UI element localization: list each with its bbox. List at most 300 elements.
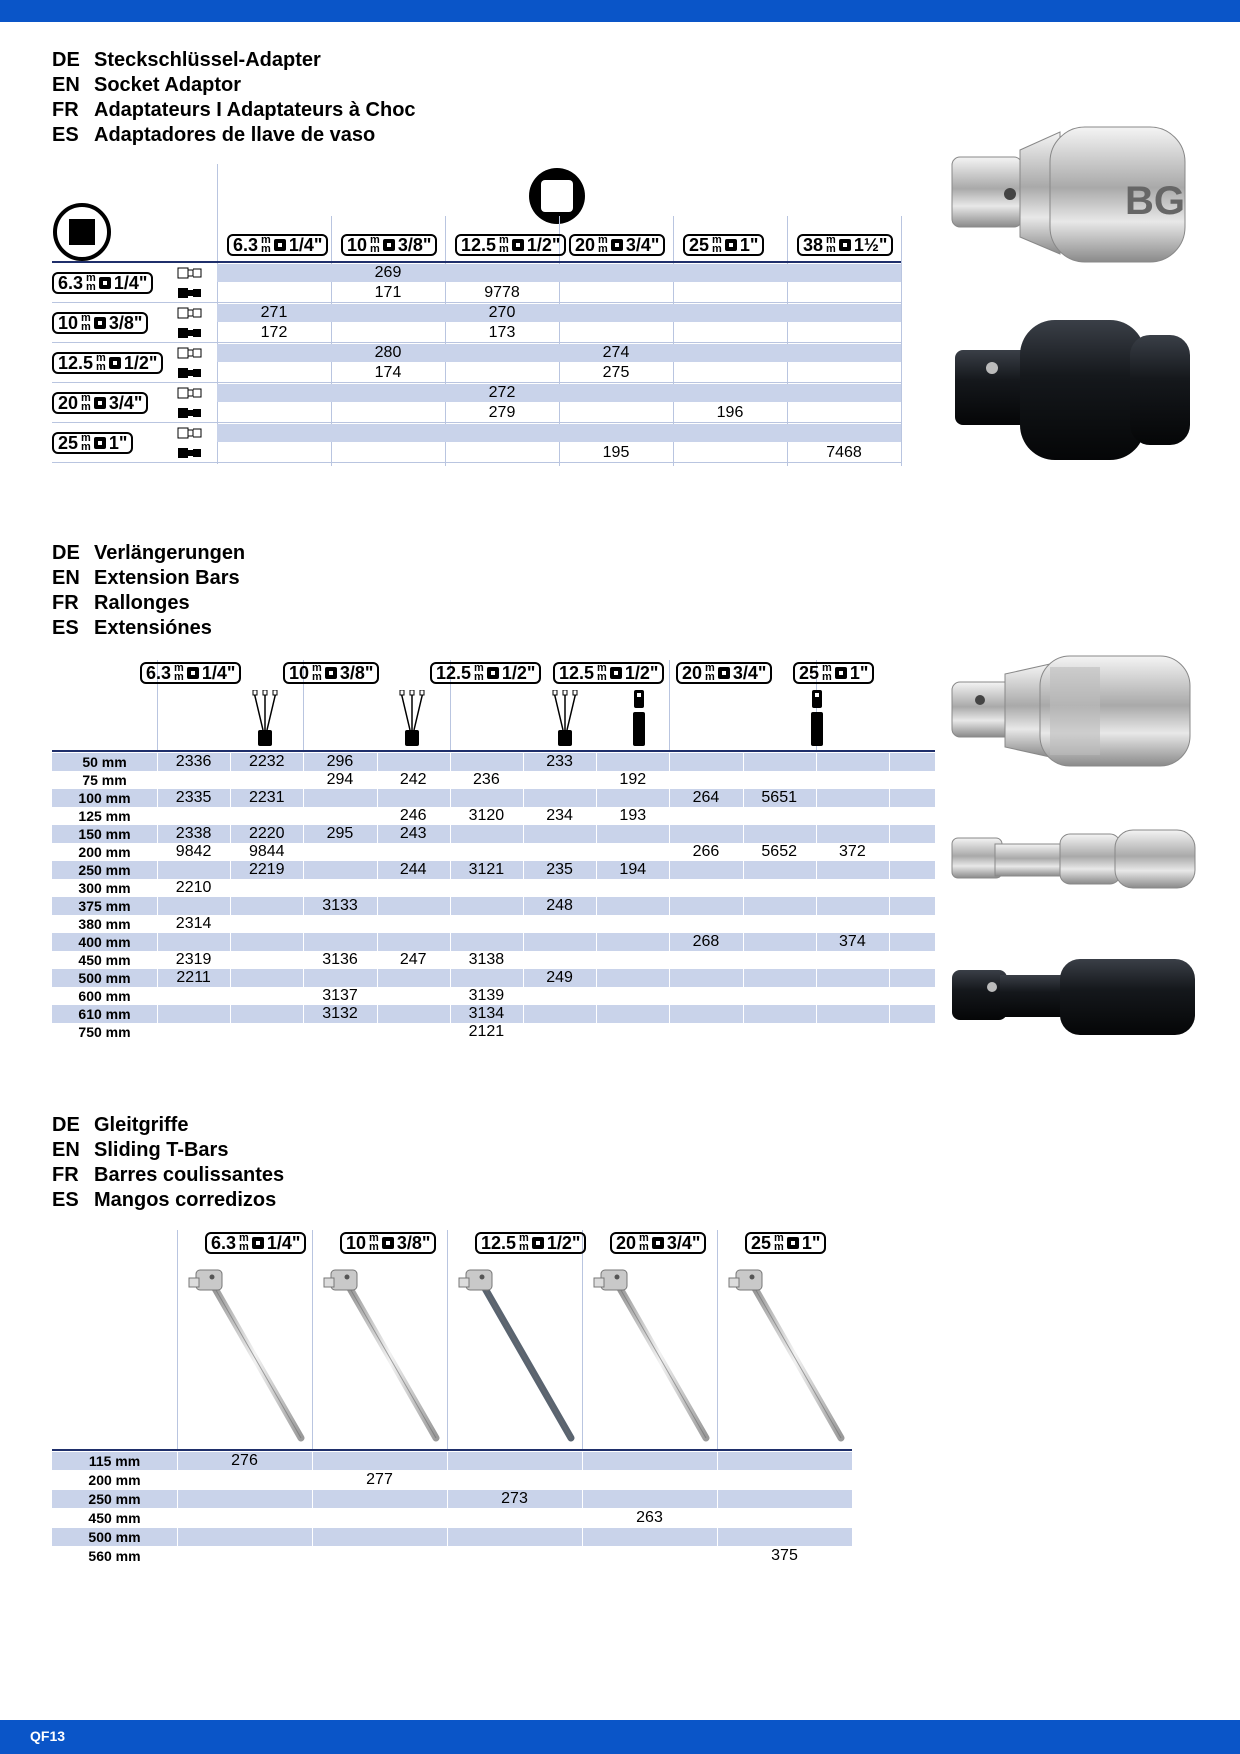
table-cell bbox=[303, 807, 376, 825]
table-cell bbox=[523, 951, 596, 969]
table-cell: 3133 bbox=[322, 897, 358, 914]
group-size-badge bbox=[793, 662, 874, 684]
row-size-badge bbox=[52, 272, 153, 294]
square-drive-icon bbox=[382, 1237, 394, 1249]
table-cell: 296 bbox=[326, 753, 354, 770]
table-cell bbox=[673, 324, 787, 342]
group-size-badge bbox=[140, 662, 241, 684]
fraction-value: 3/8" bbox=[396, 1233, 431, 1253]
wobble-extension-icon bbox=[397, 690, 427, 748]
column-divider bbox=[177, 1452, 178, 1566]
table-cell bbox=[303, 915, 376, 933]
table-cell bbox=[447, 1509, 582, 1527]
length-label: 375 mm bbox=[78, 898, 131, 914]
table-cell: 7468 bbox=[826, 444, 862, 461]
square-drive-female-icon bbox=[527, 166, 587, 226]
table-cell bbox=[331, 404, 445, 422]
group-size-badge bbox=[676, 662, 772, 684]
column-size-badge bbox=[455, 234, 566, 256]
table-cell bbox=[816, 987, 889, 1005]
table-cell bbox=[523, 825, 596, 843]
length-label: 450 mm bbox=[88, 1510, 141, 1526]
table-cell: 5651 bbox=[761, 789, 797, 806]
impact-extension-icon bbox=[802, 690, 832, 748]
table-cell: 172 bbox=[260, 324, 288, 341]
table-cell bbox=[596, 951, 669, 969]
table-cell: 2319 bbox=[175, 951, 212, 968]
table-cell bbox=[377, 987, 450, 1005]
table-cell bbox=[743, 933, 816, 951]
table-cell bbox=[217, 384, 331, 402]
row-rule bbox=[52, 462, 901, 463]
table-cell: 3138 bbox=[468, 951, 505, 968]
chrome-long-extension-photo bbox=[950, 824, 1200, 892]
column-divider bbox=[743, 753, 744, 1041]
table-cell bbox=[450, 969, 523, 987]
table-cell bbox=[312, 1528, 447, 1546]
fraction-value: 3/8" bbox=[339, 663, 374, 683]
mm-unit: m m bbox=[499, 234, 509, 255]
title-text: Socket Adaptor bbox=[94, 74, 242, 96]
square-drive-icon bbox=[94, 437, 106, 449]
table-cell bbox=[669, 753, 742, 771]
table-cell bbox=[157, 1023, 230, 1041]
table-cell: 3136 bbox=[322, 951, 358, 968]
column-divider bbox=[901, 216, 902, 466]
table-cell: 280 bbox=[374, 344, 402, 361]
table-cell bbox=[596, 969, 669, 987]
table-cell: 243 bbox=[399, 825, 427, 842]
table-cell: 2232 bbox=[248, 753, 285, 770]
table-cell bbox=[377, 789, 450, 807]
length-label: 150 mm bbox=[78, 826, 131, 842]
table-cell bbox=[816, 879, 889, 897]
table-cell bbox=[816, 771, 889, 789]
table-cell bbox=[157, 1005, 230, 1023]
column-size-badge bbox=[569, 234, 665, 256]
table-cell bbox=[331, 384, 445, 402]
chrome-extension-photo bbox=[950, 652, 1200, 770]
length-label: 250 mm bbox=[78, 862, 131, 878]
table-cell: 3139 bbox=[468, 987, 505, 1004]
table-cell bbox=[596, 915, 669, 933]
table-cell: 3120 bbox=[468, 807, 505, 824]
sliding-tbar-icon bbox=[449, 1266, 579, 1446]
fraction-value: 1½" bbox=[853, 235, 888, 255]
fraction-value: 1/4" bbox=[266, 1233, 301, 1253]
table-cell: 2231 bbox=[248, 789, 285, 806]
table-cell bbox=[787, 344, 901, 362]
table-cell bbox=[177, 1471, 312, 1489]
table-cell bbox=[669, 771, 742, 789]
table-cell bbox=[523, 933, 596, 951]
size-value: 10 bbox=[289, 663, 310, 683]
mm-unit: m m bbox=[598, 234, 608, 255]
table-cell bbox=[447, 1547, 582, 1565]
table-cell bbox=[230, 1023, 303, 1041]
table-cell bbox=[582, 1528, 717, 1546]
table-cell bbox=[523, 1023, 596, 1041]
table-cell bbox=[331, 424, 445, 442]
table-cell bbox=[523, 1005, 596, 1023]
fraction-value: 3/4" bbox=[666, 1233, 701, 1253]
wobble-extension-icon bbox=[550, 690, 580, 748]
table-cell: 263 bbox=[636, 1509, 663, 1526]
top-brand-bar bbox=[0, 0, 1240, 22]
square-drive-icon bbox=[383, 239, 395, 251]
size-value: 20 bbox=[682, 663, 703, 683]
table-cell bbox=[450, 753, 523, 771]
socket-female-icon bbox=[177, 266, 203, 280]
sliding-tbar-icon bbox=[314, 1266, 444, 1446]
adaptors-title bbox=[52, 48, 416, 148]
fraction-value: 1/4" bbox=[201, 663, 236, 683]
table-cell bbox=[743, 951, 816, 969]
title-text: Verlängerungen bbox=[94, 542, 246, 564]
column-divider bbox=[816, 753, 817, 1041]
title-text: Gleitgriffe bbox=[94, 1114, 189, 1136]
size-value: 6.3 bbox=[233, 235, 259, 255]
row-size-badge bbox=[52, 312, 148, 334]
table-cell bbox=[816, 1023, 889, 1041]
table-cell bbox=[230, 807, 303, 825]
column-size-badge bbox=[745, 1232, 826, 1254]
table-cell bbox=[331, 444, 445, 462]
table-cell: 249 bbox=[546, 969, 573, 986]
wobble-extension-icon bbox=[250, 690, 280, 748]
column-divider bbox=[312, 1452, 313, 1566]
table-cell bbox=[217, 264, 331, 282]
table-cell: 2335 bbox=[175, 789, 212, 806]
extensions-title bbox=[52, 541, 245, 641]
row-rule bbox=[52, 302, 901, 303]
square-drive-icon bbox=[274, 239, 286, 251]
table-cell bbox=[157, 897, 230, 915]
table-cell bbox=[230, 987, 303, 1005]
column-divider bbox=[177, 1230, 178, 1449]
table-cell bbox=[303, 789, 376, 807]
table-cell: 295 bbox=[326, 825, 354, 842]
table-cell: 9778 bbox=[484, 284, 520, 301]
table-cell bbox=[177, 1509, 312, 1527]
table-cell bbox=[816, 825, 889, 843]
column-size-badge bbox=[341, 234, 437, 256]
table-cell bbox=[787, 284, 901, 302]
table-cell bbox=[787, 324, 901, 342]
socket-male-icon bbox=[177, 366, 203, 380]
column-divider bbox=[582, 1452, 583, 1566]
square-drive-icon bbox=[652, 1237, 664, 1249]
table-cell bbox=[217, 404, 331, 422]
socket-female-icon bbox=[177, 426, 203, 440]
size-value: 10 bbox=[347, 235, 368, 255]
table-cell bbox=[177, 1547, 312, 1565]
table-cell bbox=[669, 987, 742, 1005]
table-cell: 2338 bbox=[175, 825, 212, 842]
table-cell bbox=[157, 933, 230, 951]
table-cell bbox=[312, 1509, 447, 1527]
table-cell bbox=[596, 987, 669, 1005]
size-value: 20 bbox=[58, 393, 79, 413]
table-cell bbox=[230, 933, 303, 951]
square-drive-icon bbox=[252, 1237, 264, 1249]
table-cell bbox=[230, 969, 303, 987]
table-cell bbox=[582, 1452, 717, 1470]
table-cell bbox=[450, 933, 523, 951]
table-cell: 248 bbox=[546, 897, 573, 914]
chrome-adaptor-photo bbox=[950, 122, 1200, 267]
column-size-badge bbox=[797, 234, 893, 256]
table-cell bbox=[596, 789, 669, 807]
table-cell bbox=[217, 424, 331, 442]
table-cell: 236 bbox=[473, 771, 500, 788]
square-drive-icon bbox=[718, 667, 730, 679]
table-cell bbox=[377, 1005, 450, 1023]
table-cell bbox=[157, 987, 230, 1005]
table-cell: 2220 bbox=[248, 825, 285, 842]
square-drive-icon bbox=[325, 667, 337, 679]
table-cell bbox=[787, 404, 901, 422]
table-cell bbox=[673, 364, 787, 382]
table-cell bbox=[743, 915, 816, 933]
size-value: 12.5 bbox=[58, 353, 94, 373]
mm-unit: m m bbox=[174, 662, 184, 683]
table-cell bbox=[596, 897, 669, 915]
table-cell: 247 bbox=[399, 951, 427, 968]
fraction-value: 3/4" bbox=[732, 663, 767, 683]
table-cell: 233 bbox=[546, 753, 573, 770]
table-cell: 264 bbox=[692, 789, 720, 806]
table-cell bbox=[303, 861, 376, 879]
table-cell bbox=[596, 879, 669, 897]
lang-code: EN bbox=[52, 74, 80, 96]
table-cell bbox=[450, 879, 523, 897]
square-drive-icon bbox=[94, 317, 106, 329]
row-rule bbox=[52, 382, 901, 383]
table-cell: 275 bbox=[602, 364, 630, 381]
fraction-value: 1/2" bbox=[624, 663, 659, 683]
lang-code: ES bbox=[52, 617, 79, 639]
table-cell: 273 bbox=[501, 1490, 528, 1507]
impact-adaptor-photo bbox=[950, 310, 1200, 470]
table-cell bbox=[582, 1547, 717, 1565]
table-cell: 268 bbox=[692, 933, 720, 950]
table-cell bbox=[816, 897, 889, 915]
title-text: Extensiónes bbox=[94, 617, 212, 639]
column-size-badge bbox=[205, 1232, 306, 1254]
page-number: QF13 bbox=[30, 1728, 66, 1744]
table-cell bbox=[230, 915, 303, 933]
column-divider bbox=[717, 1452, 718, 1566]
header-rule bbox=[52, 261, 901, 263]
table-cell: 3121 bbox=[468, 861, 505, 878]
table-cell bbox=[450, 789, 523, 807]
table-cell bbox=[816, 789, 889, 807]
fraction-value: 3/8" bbox=[397, 235, 432, 255]
table-cell: 2121 bbox=[468, 1023, 505, 1040]
table-cell bbox=[743, 753, 816, 771]
column-size-badge bbox=[610, 1232, 706, 1254]
table-cell bbox=[303, 969, 376, 987]
table-cell bbox=[523, 843, 596, 861]
length-label: 400 mm bbox=[78, 934, 131, 950]
title-text: Steckschlüssel-Adapter bbox=[94, 49, 321, 71]
mm-unit: m m bbox=[519, 1232, 529, 1253]
table-cell bbox=[377, 1023, 450, 1041]
table-cell bbox=[673, 304, 787, 322]
mm-unit: m m bbox=[597, 662, 607, 683]
table-cell bbox=[673, 444, 787, 462]
square-drive-icon bbox=[839, 239, 851, 251]
table-cell bbox=[669, 825, 742, 843]
column-divider bbox=[717, 1230, 718, 1449]
table-cell bbox=[596, 1023, 669, 1041]
column-divider bbox=[889, 753, 890, 1041]
row-rule bbox=[52, 422, 901, 423]
table-cell bbox=[717, 1509, 852, 1527]
mm-unit: m m bbox=[81, 312, 91, 333]
table-cell bbox=[447, 1452, 582, 1470]
table-cell bbox=[673, 264, 787, 282]
lang-code: DE bbox=[52, 1114, 80, 1136]
tbars-title bbox=[52, 1113, 284, 1213]
table-cell bbox=[450, 843, 523, 861]
title-text: Adaptateurs I Adaptateurs à Choc bbox=[94, 99, 416, 121]
column-divider bbox=[523, 753, 524, 1041]
column-divider bbox=[377, 753, 378, 1041]
table-cell: 3132 bbox=[322, 1005, 358, 1022]
table-cell bbox=[217, 344, 331, 362]
table-cell bbox=[377, 753, 450, 771]
square-drive-icon bbox=[94, 397, 106, 409]
table-cell: 294 bbox=[326, 771, 354, 788]
length-label: 125 mm bbox=[78, 808, 131, 824]
square-drive-icon bbox=[532, 1237, 544, 1249]
table-cell bbox=[717, 1452, 852, 1470]
length-label: 100 mm bbox=[78, 790, 131, 806]
lang-code: FR bbox=[52, 99, 79, 121]
table-cell: 3137 bbox=[322, 987, 358, 1004]
table-cell bbox=[177, 1490, 312, 1508]
socket-female-icon bbox=[177, 346, 203, 360]
fraction-value: 3/4" bbox=[108, 393, 143, 413]
table-cell: 375 bbox=[771, 1547, 798, 1564]
table-cell bbox=[559, 324, 673, 342]
table-cell bbox=[559, 284, 673, 302]
mm-unit: m m bbox=[822, 662, 832, 683]
table-cell bbox=[673, 384, 787, 402]
table-cell bbox=[669, 969, 742, 987]
size-value: 6.3 bbox=[146, 663, 172, 683]
table-cell bbox=[743, 771, 816, 789]
size-value: 12.5 bbox=[461, 235, 497, 255]
table-cell bbox=[230, 879, 303, 897]
table-cell bbox=[157, 771, 230, 789]
table-cell bbox=[596, 843, 669, 861]
table-cell bbox=[312, 1547, 447, 1565]
table-cell bbox=[816, 915, 889, 933]
group-size-badge bbox=[553, 662, 664, 684]
table-cell bbox=[816, 753, 889, 771]
header-rule bbox=[52, 750, 935, 752]
table-cell bbox=[559, 304, 673, 322]
size-value: 10 bbox=[346, 1233, 367, 1253]
sliding-tbar-icon bbox=[584, 1266, 714, 1446]
group-divider bbox=[669, 660, 670, 750]
table-cell bbox=[743, 879, 816, 897]
length-label: 50 mm bbox=[82, 754, 127, 770]
table-cell bbox=[673, 424, 787, 442]
fraction-value: 1" bbox=[739, 235, 759, 255]
table-cell: 174 bbox=[374, 364, 402, 381]
sliding-tbar-icon bbox=[179, 1266, 309, 1446]
table-cell: 3134 bbox=[468, 1005, 505, 1022]
table-cell bbox=[669, 1005, 742, 1023]
lang-code: ES bbox=[52, 124, 79, 146]
column-size-badge bbox=[340, 1232, 436, 1254]
table-cell bbox=[445, 264, 559, 282]
table-cell bbox=[743, 861, 816, 879]
mm-unit: m m bbox=[96, 352, 106, 373]
table-cell bbox=[157, 807, 230, 825]
table-cell: 9844 bbox=[248, 843, 285, 860]
table-cell: 274 bbox=[602, 344, 630, 361]
table-cell bbox=[816, 951, 889, 969]
table-cell bbox=[816, 861, 889, 879]
fraction-value: 3/8" bbox=[108, 313, 143, 333]
length-label: 500 mm bbox=[88, 1529, 141, 1545]
column-size-badge bbox=[683, 234, 764, 256]
table-cell bbox=[523, 987, 596, 1005]
table-cell bbox=[596, 933, 669, 951]
column-size-badge bbox=[227, 234, 328, 256]
socket-male-icon bbox=[177, 326, 203, 340]
table-cell bbox=[303, 843, 376, 861]
column-divider bbox=[596, 753, 597, 1041]
table-cell bbox=[377, 933, 450, 951]
table-cell bbox=[523, 879, 596, 897]
size-value: 10 bbox=[58, 313, 79, 333]
table-cell: 272 bbox=[488, 384, 516, 401]
column-divider bbox=[582, 1230, 583, 1449]
table-cell bbox=[445, 444, 559, 462]
table-cell bbox=[669, 807, 742, 825]
lang-code: ES bbox=[52, 1189, 79, 1211]
table-cell bbox=[523, 915, 596, 933]
size-value: 25 bbox=[689, 235, 710, 255]
length-label: 250 mm bbox=[88, 1491, 141, 1507]
table-cell bbox=[445, 424, 559, 442]
impact-extension-icon bbox=[624, 690, 654, 748]
table-cell bbox=[303, 1023, 376, 1041]
mm-unit: m m bbox=[261, 234, 271, 255]
table-cell bbox=[523, 789, 596, 807]
table-cell bbox=[669, 879, 742, 897]
length-label: 75 mm bbox=[82, 772, 127, 788]
mm-unit: m m bbox=[312, 662, 322, 683]
mm-unit: m m bbox=[239, 1232, 249, 1253]
length-label: 750 mm bbox=[78, 1024, 131, 1040]
impact-extension-photo bbox=[950, 955, 1200, 1039]
column-divider bbox=[157, 753, 158, 1041]
size-value: 38 bbox=[803, 235, 824, 255]
row-rule bbox=[52, 342, 901, 343]
table-cell bbox=[787, 264, 901, 282]
column-divider bbox=[303, 753, 304, 1041]
table-cell: 2314 bbox=[175, 915, 212, 932]
table-cell bbox=[743, 1005, 816, 1023]
column-divider bbox=[852, 1452, 853, 1566]
